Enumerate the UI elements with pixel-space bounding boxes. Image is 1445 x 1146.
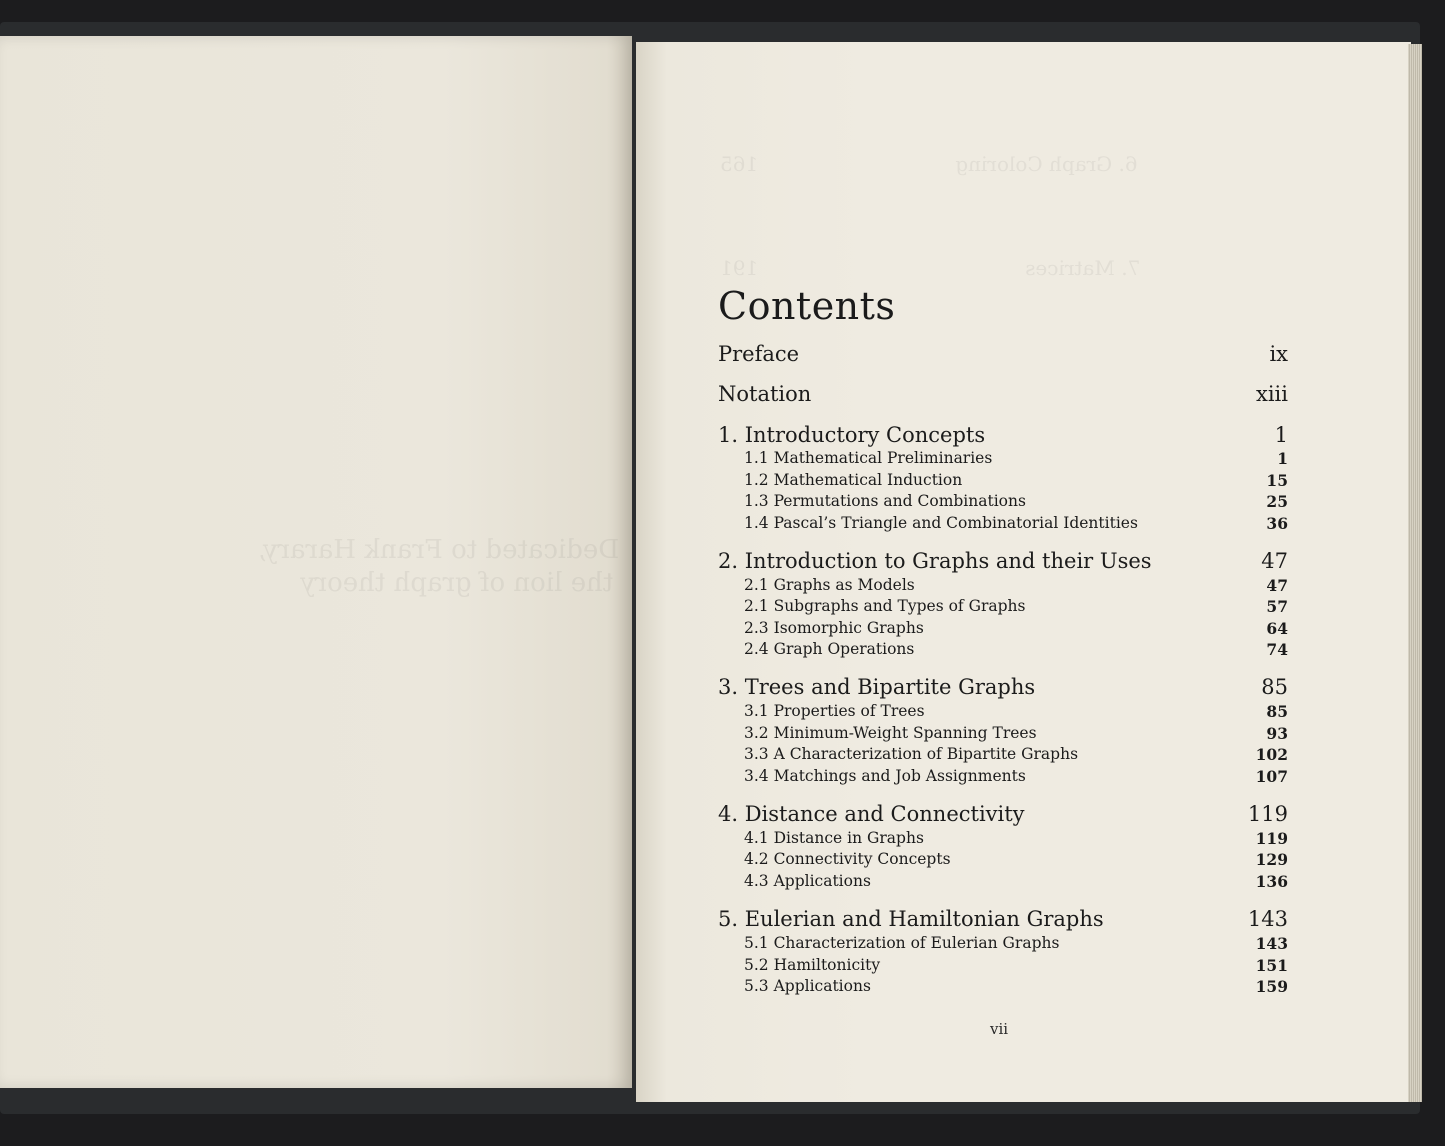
toc-entry-preface [718, 342, 1288, 366]
section-title: 1.3 Permutations and Combinations [744, 492, 1026, 510]
section-page: 93 [1266, 724, 1288, 743]
page-edges [1408, 44, 1422, 1102]
section-title: 2.3 Isomorphic Graphs [744, 619, 924, 637]
section-title: 1.4 Pascal’s Triangle and Combinatorial Identities [744, 514, 1138, 532]
toc-section [718, 724, 1288, 743]
section-title: 2.1 Graphs as Models [744, 576, 915, 594]
section-title: 4.3 Applications [744, 872, 871, 890]
section-title: 4.1 Distance in Graphs [744, 829, 924, 847]
section-title: 4.2 Connectivity Concepts [744, 850, 951, 868]
section-title: 1.2 Mathematical Induction [744, 471, 963, 489]
toc-entry-notation [718, 382, 1288, 406]
chapter-title: 5. Eulerian and Hamiltonian Graphs [718, 907, 1104, 931]
chapter-page: 47 [1261, 549, 1288, 573]
toc-section [718, 576, 1288, 595]
page-number: vii [990, 1020, 1009, 1038]
toc-section [718, 934, 1288, 953]
section-title: 3.2 Minimum-Weight Spanning Trees [744, 724, 1037, 742]
chapter-title: 4. Distance and Connectivity [718, 802, 1025, 826]
toc-section [718, 850, 1288, 869]
section-title: 5.2 Hamiltonicity [744, 956, 881, 974]
section-page: 143 [1255, 934, 1288, 953]
chapter-page: 85 [1261, 675, 1288, 699]
chapter-page: 1 [1274, 423, 1288, 447]
section-page: 1 [1277, 449, 1288, 468]
toc-title: Contents [718, 284, 896, 328]
toc-chapter-4 [718, 802, 1288, 826]
section-page: 129 [1255, 850, 1288, 869]
show-through-matrices: 7. Matrices 191 [720, 256, 1141, 280]
section-page: 107 [1255, 767, 1288, 786]
section-page: 102 [1255, 745, 1288, 764]
section-page: 36 [1266, 514, 1288, 533]
show-through-dedication: Dedicated to Frank Harary, [258, 535, 620, 565]
section-title: 5.3 Applications [744, 977, 871, 995]
section-title: 2.1 Subgraphs and Types of Graphs [744, 597, 1026, 615]
show-through-dedication-2: the lion of graph theory [300, 568, 614, 598]
chapter-page: 143 [1247, 907, 1288, 931]
section-title: 3.4 Matchings and Job Assignments [744, 767, 1026, 785]
toc-section [718, 449, 1288, 468]
toc-section [718, 640, 1288, 659]
section-page: 119 [1255, 829, 1288, 848]
toc-chapter-5 [718, 907, 1288, 931]
toc-section [718, 597, 1288, 616]
section-page: 136 [1255, 872, 1288, 891]
section-title: 3.1 Properties of Trees [744, 702, 925, 720]
toc-entry-label: Preface [718, 342, 800, 366]
toc-section [718, 829, 1288, 848]
section-page: 159 [1255, 977, 1288, 996]
toc-chapter-2 [718, 549, 1288, 573]
section-page: 151 [1255, 956, 1288, 975]
section-page: 15 [1266, 471, 1288, 490]
section-title: 5.1 Characterization of Eulerian Graphs [744, 934, 1060, 952]
toc-section [718, 702, 1288, 721]
show-through-graph-coloring: 6. Graph Coloring 165 [720, 152, 1138, 176]
toc-section [718, 745, 1288, 764]
toc-chapter-1 [718, 423, 1288, 447]
toc-section [718, 619, 1288, 638]
section-title: 2.4 Graph Operations [744, 640, 915, 658]
chapter-title: 1. Introductory Concepts [718, 423, 986, 447]
toc-section [718, 492, 1288, 511]
section-page: 25 [1266, 492, 1288, 511]
toc-section [718, 767, 1288, 786]
toc-section [718, 471, 1288, 490]
toc-entry-label: Notation [718, 382, 812, 406]
section-title: 1.1 Mathematical Preliminaries [744, 449, 993, 467]
toc-entry-page: ix [1269, 342, 1288, 366]
chapter-title: 3. Trees and Bipartite Graphs [718, 675, 1036, 699]
chapter-page: 119 [1247, 802, 1288, 826]
toc-entry-page: xiii [1256, 382, 1288, 406]
toc-section [718, 514, 1288, 533]
chapter-title: 2. Introduction to Graphs and their Uses [718, 549, 1152, 573]
toc-chapter-3 [718, 675, 1288, 699]
section-page: 47 [1266, 576, 1288, 595]
section-page: 85 [1266, 702, 1288, 721]
section-title: 3.3 A Characterization of Bipartite Graphs [744, 745, 1079, 763]
toc-section [718, 872, 1288, 891]
section-page: 64 [1266, 619, 1288, 638]
section-page: 57 [1266, 597, 1288, 616]
section-page: 74 [1266, 640, 1288, 659]
toc-section [718, 977, 1288, 996]
toc-section [718, 956, 1288, 975]
